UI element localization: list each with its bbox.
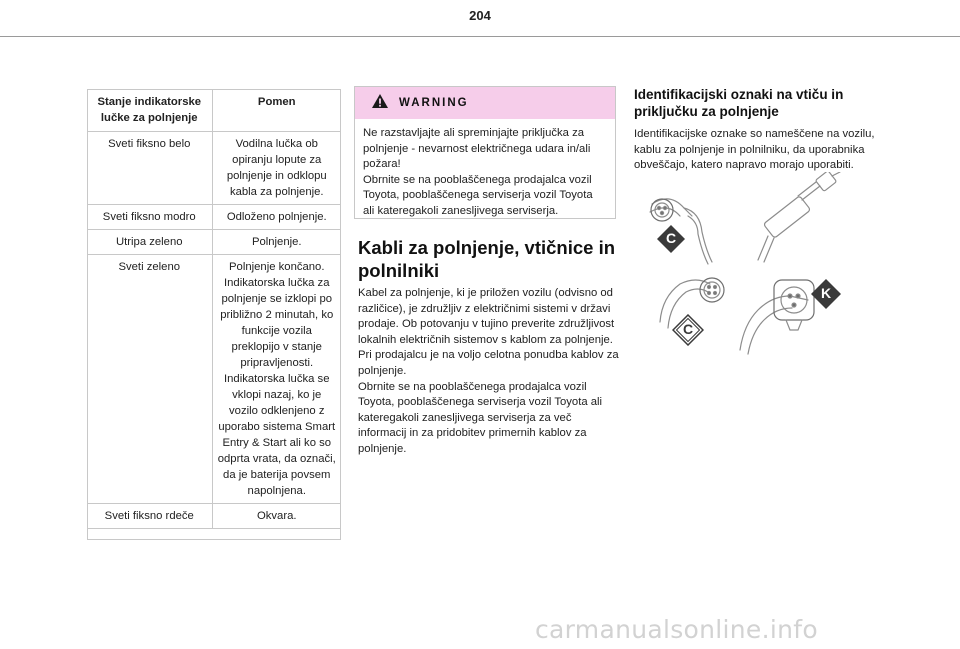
- table-row: [87, 205, 341, 230]
- table-header-meaning: Pomen: [257, 96, 296, 108]
- table-row: [87, 255, 341, 504]
- warning-triangle-icon: [371, 93, 389, 114]
- table-header-row: [87, 89, 341, 132]
- table-cell-status: Sveti fiksno modro: [87, 205, 212, 230]
- table-row: [87, 132, 341, 205]
- badge-c-outline-label: C: [682, 321, 694, 337]
- paragraph: Obrnite se na pooblaščenega prodajalca vozil Toyota, pooblaščenega serviserja vozil Toyota ali kateregakoli zanesljivega serviserja za več informacij in za pridobitev primernih kablov za polnjenje.: [358, 380, 603, 455]
- badge-c-outline: [672, 314, 704, 346]
- table-cell-meaning: Polnjenje.: [251, 236, 302, 248]
- badge-k-filled: [810, 278, 842, 310]
- section-title-identification: Identifikacijski oznaki na vtiču in priključku za polnjenje: [634, 87, 844, 119]
- table-cell-meaning: Okvara.: [256, 510, 297, 522]
- warning-box: [354, 86, 616, 219]
- warning-header: [355, 87, 615, 119]
- warning-text: Ne razstavljajte ali spreminjajte priključka za polnjenje - nevarnost električnega udara in/ali požara!: [363, 127, 591, 171]
- table-row: [87, 504, 341, 529]
- header-divider: [0, 36, 960, 37]
- warning-text: Obrnite se na pooblaščenega prodajalca vozil Toyota, pooblaščenega serviserja vozil Toyota ali kateregakoli zanesljivega serviserja.: [363, 173, 593, 217]
- connector-identification-illustration: [640, 172, 850, 358]
- table-cell-status: Utripa zeleno: [87, 230, 212, 255]
- table-cell-status: Sveti fiksno rdeče: [87, 504, 212, 529]
- warning-title: WARNING: [399, 97, 469, 109]
- watermark: carmanualsonline.info: [535, 615, 818, 644]
- section-body-cables: [358, 286, 622, 458]
- table-cell-meaning: Vodilna lučka ob opiranju lopute za polnjenje in odklopu kabla za polnjenje.: [226, 138, 327, 198]
- table-cell-meaning: Polnjenje končano. Indikatorska lučka za polnjenje se izklopi po približno 2 minutah, ko funkcije vozila preklopijo v stanje pripravljenosti. Indikatorska lučka se vklopi nazaj, ko je vozilo odklenjeno z uporabo sistema Smart Entry & Start ali ko so odprta vrata, da označi, da je baterija povsem napolnjena.: [217, 261, 336, 497]
- paragraph: Pri prodajalcu je na voljo celotna ponudba kablov za polnjenje.: [358, 349, 619, 377]
- table-header-status: Stanje indikatorske lučke za polnjenje: [87, 89, 212, 132]
- warning-body: [355, 119, 615, 220]
- badge-k-filled-label: K: [820, 285, 832, 301]
- table-row: [87, 230, 341, 255]
- table-cell-meaning: Odloženo polnjenje.: [226, 211, 327, 223]
- table-cell-status: Sveti zeleno: [87, 255, 212, 504]
- page-number: 204: [469, 8, 491, 23]
- table-cell-status: Sveti fiksno belo: [87, 132, 212, 205]
- paragraph: Kabel za polnjenje, ki je priložen vozilu (odvisno od različice), je združljiv z električnimi sistemi v državi prodaje. Ob potovanju v tujino preverite združljivost lokalnih električnih sistemov s kablom za polnjenje.: [358, 287, 615, 346]
- section-title-cables: Kabli za polnjenje, vtičnice in polnilniki: [358, 237, 616, 281]
- badge-c-filled: [656, 224, 686, 254]
- section-body-identification: Identifikacijske oznake so nameščene na vozilu, kablu za polnjenje in polnilniku, da uporabnika obveščajo, katero napravo morajo uporabiti.: [634, 128, 875, 172]
- badge-c-filled-label: C: [665, 230, 677, 246]
- charging-indicator-table: [87, 89, 341, 529]
